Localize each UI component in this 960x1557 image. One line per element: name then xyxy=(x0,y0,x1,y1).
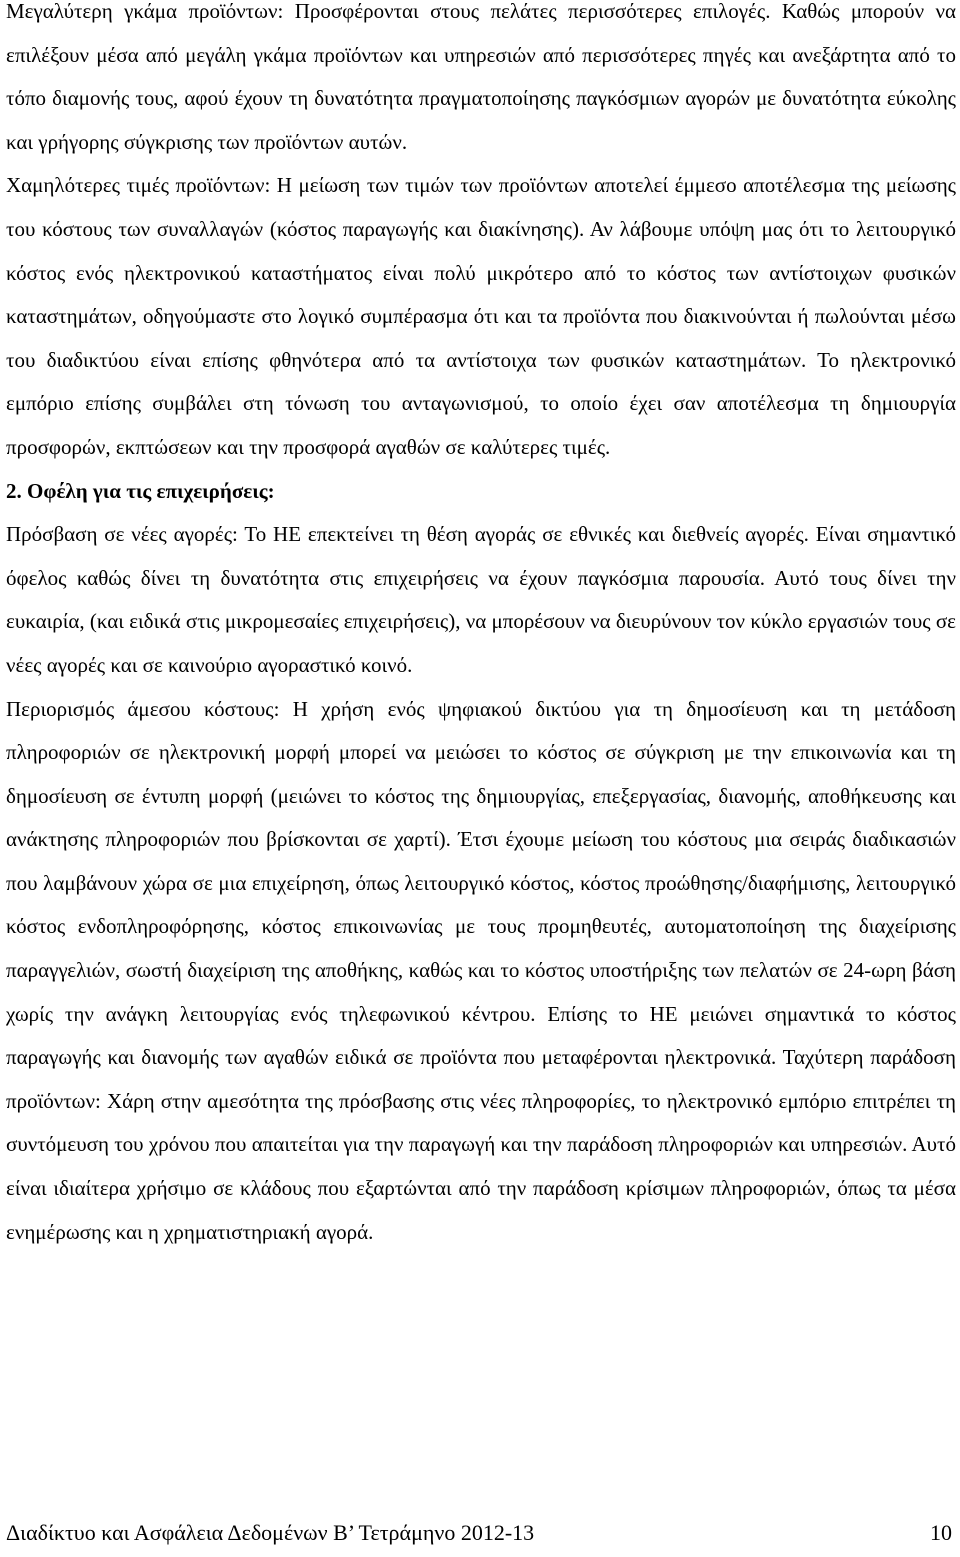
paragraph-new-markets: Πρόσβαση σε νέες αγορές: Το ΗΕ επεκτείνει τη θέση αγοράς σε εθνικές και διεθνείς αγορές. Είναι σημαντικό όφελος καθώς δίνει τη δυνατότητα στις επιχειρήσεις να έχουν παγκόσμια παρουσία. Αυτό τους δίνει την ευκαιρία, (και ειδικά στις μικρομεσαίες επιχειρήσεις), να μπορέσουν να διευρύνουν τον κύκλο εργασιών τους σε νέες αγορές και σε καινούριο αγοραστικό κοινό. xyxy=(6,522,956,677)
section-heading xyxy=(6,470,956,514)
document-body xyxy=(6,0,956,1254)
section-number: 2. xyxy=(6,478,22,503)
paragraph-lower-prices: Χαμηλότερες τιμές προϊόντων: Η μείωση των τιμών των προϊόντων αποτελεί έμμεσο αποτέλεσμα της μείωσης του κόστους των συναλλαγών (κόστος παραγωγής και διακίνησης). Αν λάβουμε υπόψη μας ότι το λειτουργικό κόστος ενός ηλεκτρονικού καταστήματος είναι πολύ μικρότερο από το κόστος των αντίστοιχων φυσικών καταστημάτων, οδηγούμαστε στο λογικό συμπέρασμα ότι και τα προϊόντα που διακινούνται ή πωλούνται μέσω του διαδικτύου είναι επίσης φθηνότερα από τα αντίστοιχα των φυσικών καταστημάτων. Το ηλεκτρονικό εμπόριο επίσης συμβάλει στη τόνωση του ανταγωνισμού, το οποίο έχει σαν αποτέλεσμα τη δημιουργία προσφορών, εκπτώσεων και την προσφορά αγαθών σε καλύτερες τιμές. xyxy=(6,173,956,459)
footer-title: Διαδίκτυο και Ασφάλεια Δεδομένων Β’ Τετράμηνο 2012-13 xyxy=(6,1520,535,1545)
page-footer xyxy=(6,1518,952,1548)
page-number: 10 xyxy=(930,1520,952,1545)
section-title: Οφέλη για τις επιχειρήσεις: xyxy=(27,478,275,503)
paragraph-cost-reduction: Περιορισμός άμεσου κόστους: Η χρήση ενός ψηφιακού δικτύου για τη δημοσίευση και τη μετάδοση πληροφοριών σε ηλεκτρονική μορφή μπορεί να μειώσει το κόστος σε σύγκριση με την επικοινωνία και τη δημοσίευση σε έντυπη μορφή (μειώνει το κόστος της δημιουργίας, επεξεργασίας, διανομής, αποθήκευσης και ανάκτησης πληροφοριών που βρίσκονται σε χαρτί). Έτσι έχουμε μείωση του κόστους μια σειράς διαδικασιών που λαμβάνουν χώρα σε μια επιχείρηση, όπως λειτουργικό κόστος, κόστος προώθησης/διαφήμισης, λειτουργικό κόστος ενδοπληροφόρησης, κόστος επικοινωνίας με τους προμηθευτές, αυτοματοποίηση της διαχείρισης παραγγελιών, σωστή διαχείριση της αποθήκης, καθώς και το κόστος υποστήριξης των πελατών σε 24-ωρη βάση χωρίς την ανάγκη λειτουργίας ενός τηλεφωνικού κέντρου. Επίσης το ΗΕ μειώνει σημαντικά το κόστος παραγωγής και διανομής των αγαθών ειδικά σε προϊόντα που μεταφέρονται ηλεκτρονικά. Ταχύτερη παράδοση προϊόντων: Χάρη στην αμεσότητα της πρόσβασης στις νέες πληροφορίες, το ηλεκτρονικό εμπόριο επιτρέπει τη συντόμευση του χρόνου που απαιτείται για την παραγωγή και την παράδοση πληροφοριών και υπηρεσιών. Αυτό είναι ιδιαίτερα χρήσιμο σε κλάδους που εξαρτώνται από την παράδοση κρίσιμων πληροφοριών, όπως τα μέσα ενημέρωσης και η χρηματιστηριακή αγορά. xyxy=(6,696,956,1244)
paragraph-wider-product-range: Μεγαλύτερη γκάμα προϊόντων: Προσφέρονται στους πελάτες περισσότερες επιλογές. Καθώς μπορούν να επιλέξουν μέσα από μεγάλη γκάμα προϊόντων και υπηρεσιών από περισσότερες πηγές και ανεξάρτητα από το τόπο διαμονής τους, αφού έχουν τη δυνατότητα πραγματοποίησης παγκόσμιων αγορών με δυνατότητα εύκολης και γρήγορης σύγκρισης των προϊόντων αυτών. xyxy=(6,0,956,154)
